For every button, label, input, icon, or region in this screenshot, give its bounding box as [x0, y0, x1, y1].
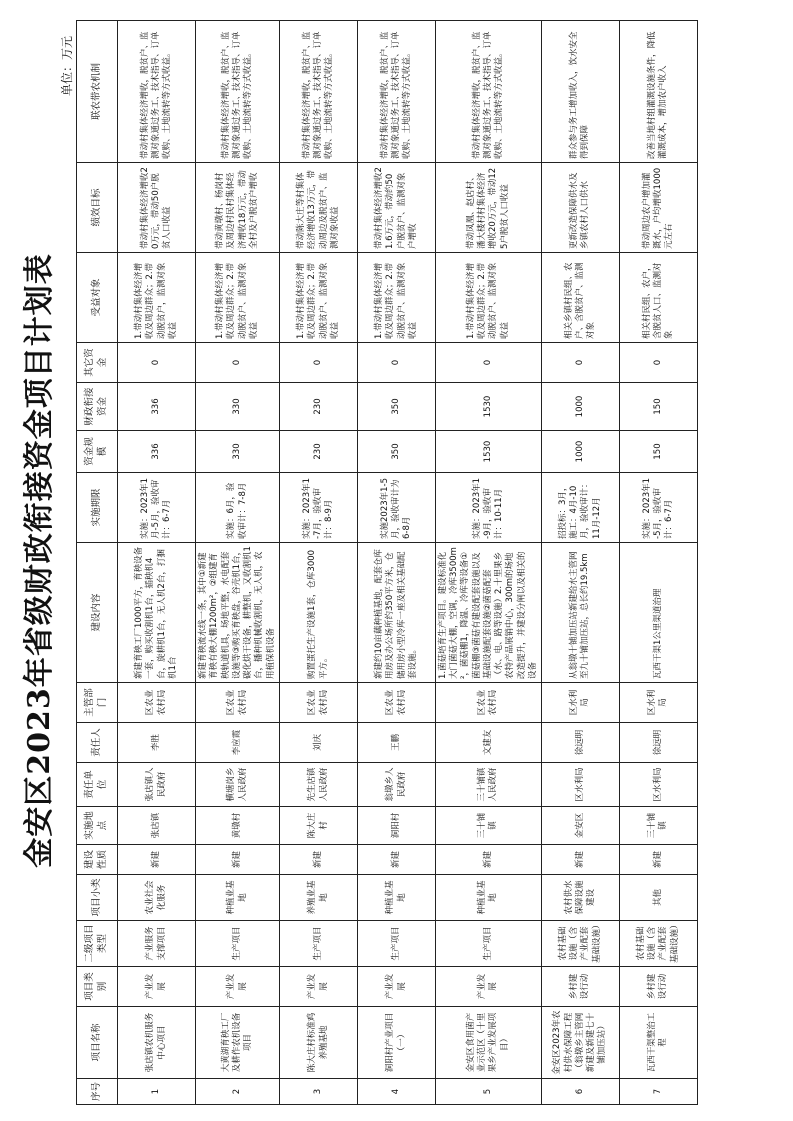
schedule: 实施：2023年1月-5月，验收审计：6-7月	[118, 473, 196, 543]
fund-total: 350	[358, 431, 436, 473]
fiscal-fund: 336	[118, 383, 196, 431]
construction-content: 从翁墩十铺加压站新建给水主管网至九十铺加压站，总长约19.5km	[541, 543, 619, 683]
beneficiaries: 1.带动村集体经济增收及周边群众；2.带动脱贫户、监测对象收益	[280, 253, 358, 343]
header-cell: 受益对象	[77, 253, 118, 343]
header-cell: 实施地点	[77, 807, 118, 845]
secondary-type: 生产项目	[358, 921, 436, 967]
responsible-unit: 翁墩乡人民政府	[358, 763, 436, 807]
beneficiaries: 1.带动村集体经济增收及周边群众；2.带动脱贫户，监测对象收益	[118, 253, 196, 343]
unit-label: 单位：万元	[60, 36, 74, 97]
project-subclass: 养殖业基地	[280, 875, 358, 921]
schedule: 实施：6月，验收审计：7-8月	[196, 473, 280, 543]
location: 三十铺镇	[619, 807, 697, 845]
table-row	[280, 21, 358, 1105]
construction-content: 新建育秧工厂1000平方，育秧设备一套，购买收割机1台，插秧机4台，旋耕机1台，无人机2台，打捆机1台	[118, 543, 196, 683]
responsible-person: 文建友	[436, 723, 542, 763]
row-index: 1	[118, 1079, 196, 1105]
responsible-person: 李胜	[118, 723, 196, 763]
fund-total: 336	[118, 431, 196, 473]
performance-goal: 带动陈大庄等村集体经济增收13万元，带动周边及脱贫户、监测对象收益	[280, 163, 358, 253]
table-row	[358, 21, 436, 1105]
responsible-person: 徐远明	[541, 723, 619, 763]
beneficiaries: 相关村民组、农户，含脱贫人口、监测对象	[619, 253, 697, 343]
header-cell: 财政衔接资金	[77, 383, 118, 431]
row-index: 5	[436, 1079, 542, 1105]
responsible-unit: 张店镇人民政府	[118, 763, 196, 807]
project-name: 金安区2023年农村供水保障工程（翁墩乡主管网新建及新建七十铺加压站）	[541, 1007, 619, 1079]
schedule: 实施：2023年1-7月，验收审计：8-9月	[280, 473, 358, 543]
table-row	[118, 21, 196, 1105]
project-subclass: 其他	[619, 875, 697, 921]
other-fund: 0	[196, 343, 280, 383]
other-fund: 0	[619, 343, 697, 383]
construction-content: 购置蛋托生产设施1套，仓库3000平方。	[280, 543, 358, 683]
schedule: 招投标：3月，施工：4月-10月，验收审计：11月-12月	[541, 473, 619, 543]
performance-goal: 带动村集体经济增收21.6万元，带动约50户脱贫户、监测对象户增收	[358, 163, 436, 253]
responsible-person: 徐远明	[619, 723, 697, 763]
linkage-mechanism: 改善当地村组灌溉设施条件，降低灌溉成本，增加农户收入	[619, 21, 697, 163]
responsible-person: 王鹏	[358, 723, 436, 763]
beneficiaries: 1.带动村集体经济增收及周边群众；2.带动脱贫户、监测对象收益	[358, 253, 436, 343]
project-name: 金安区食用菌产业示范区（十里果乡产业发展项目）	[436, 1007, 542, 1079]
fund-total: 230	[280, 431, 358, 473]
fiscal-fund: 1000	[541, 383, 619, 431]
fiscal-fund: 350	[358, 383, 436, 431]
department: 区农业农村局	[196, 683, 280, 723]
project-category: 产业发展	[436, 967, 542, 1007]
schedule: 实施：2023年1-5月，验收审计：6-7月	[619, 473, 697, 543]
fund-total: 1530	[436, 431, 542, 473]
header-row	[77, 21, 118, 1105]
header-cell: 其它资金	[77, 343, 118, 383]
secondary-type: 生产项目	[280, 921, 358, 967]
project-name: 张店镇农机服务中心项目	[118, 1007, 196, 1079]
beneficiaries: 1.带动村集体经济增收及周边群众；2.带动脱贫户、监测对象收益	[436, 253, 542, 343]
linkage-mechanism: 群众参与务工增加收入，饮水安全得到保障	[541, 21, 619, 163]
secondary-type: 农村基础设施（含产业配套基础设施）	[619, 921, 697, 967]
header-cell: 联农带农机制	[77, 21, 118, 163]
construction-nature: 新建	[358, 845, 436, 875]
project-plan-table	[76, 20, 698, 1105]
header-cell: 建设性质	[77, 845, 118, 875]
row-index: 7	[619, 1079, 697, 1105]
header-cell: 建设内容	[77, 543, 118, 683]
linkage-mechanism: 带动村集体经济增收，脱贫户、监测对象通过务工、技术指导、订单收购、土地流转等方式收益。	[196, 21, 280, 163]
row-index: 2	[196, 1079, 280, 1105]
responsible-unit: 区水利局	[541, 763, 619, 807]
beneficiaries: 1.带动村集体经济增收及周边群众；2.带动脱贫户、监测对象收益	[196, 253, 280, 343]
project-subclass: 种植业基地	[358, 875, 436, 921]
responsible-person: 刘庆	[280, 723, 358, 763]
project-subclass: 农业社会化服务	[118, 875, 196, 921]
secondary-type: 生产项目	[196, 921, 280, 967]
other-fund: 0	[436, 343, 542, 383]
fiscal-fund: 1530	[436, 383, 542, 431]
fiscal-fund: 230	[280, 383, 358, 431]
table-row	[196, 21, 280, 1105]
performance-goal: 带动周边农户增加灌溉水，户均增收1000元左右	[619, 163, 697, 253]
project-category: 乡村建设行动	[541, 967, 619, 1007]
header-cell: 项目类别	[77, 967, 118, 1007]
project-name: 陈大庄村标准鸡养殖基地	[280, 1007, 358, 1079]
project-subclass: 种植业基地	[196, 875, 280, 921]
other-fund: 0	[541, 343, 619, 383]
schedule: 实施：2023年1-9月，验收审计：10-11月	[436, 473, 542, 543]
construction-nature: 新建	[118, 845, 196, 875]
responsible-unit: 横塘岗乡人民政府	[196, 763, 280, 807]
department: 区水利局	[619, 683, 697, 723]
project-subclass: 农村供水保障设施建设	[541, 875, 619, 921]
row-index: 6	[541, 1079, 619, 1105]
department: 区农业农村局	[280, 683, 358, 723]
responsible-unit: 先生店镇人民政府	[280, 763, 358, 807]
linkage-mechanism: 带动村集体经济增收，脱贫户、监测对象通过务工、技术指导、订单收购、土地流转等方式收益。	[358, 21, 436, 163]
performance-goal: 带动村集体经济增收20万元，带动50户脱贫人口收益	[118, 163, 196, 253]
department: 区农业农村局	[436, 683, 542, 723]
location: 张店镇	[118, 807, 196, 845]
construction-content: 1.菌菇培育生产项目。建设标准化大门菌菇大棚，空调，冷库3500m²，菌菇棚1，降温、冷库等设备①菌菇棚③菌菇有建设配套设施以及基础设施配套设施②菌菇配套（水、电、路等设施）2.十里果乡农特产品展销中心，300m的场地改造提升，并建设分闸以及相关的设备	[436, 543, 542, 683]
document-title: 金安区2023年省级财政衔接资金项目计划表	[22, 253, 57, 868]
project-name: 洞阳村产业项目（一）	[358, 1007, 436, 1079]
secondary-type: 产业服务支撑项目	[118, 921, 196, 967]
header-cell: 责任单位	[77, 763, 118, 807]
header-cell: 二级项目类型	[77, 921, 118, 967]
construction-nature: 新建	[619, 845, 697, 875]
header-cell: 资金规模	[77, 431, 118, 473]
header-cell: 实施期限	[77, 473, 118, 543]
department: 区农业农村局	[358, 683, 436, 723]
location: 金安区	[541, 807, 619, 845]
project-name: 瓦西干渠整治工程	[619, 1007, 697, 1079]
row-index: 4	[358, 1079, 436, 1105]
secondary-type: 农村基础设施（含产业配套基础设施）	[541, 921, 619, 967]
other-fund: 0	[280, 343, 358, 383]
construction-nature: 新建	[280, 845, 358, 875]
construction-content: 新建育秧流水线一条，其中①新建育秧有秧大棚1200m²，②组建育秧轨道机具，场地平整，水电配套设施等③购买育秧盘，谷壳机1台，碳化烘干设备，耕整机，又收割机1台，播种机械收割机，无人机，农用植保机设备	[196, 543, 280, 683]
project-category: 产业发展	[280, 967, 358, 1007]
table-row	[619, 21, 697, 1105]
responsible-unit: 区水利局	[619, 763, 697, 807]
linkage-mechanism: 带动村集体经济增收，脱贫户、监测对象通过务工、技术指导、订单收购、土地流转等方式收益。	[436, 21, 542, 163]
construction-nature: 新建	[196, 845, 280, 875]
fund-total: 150	[619, 431, 697, 473]
construction-content: 新建约10亩藕种植基地，配套仓库用房及办公场所约350平方米，仓储用房小型冷库一座及相关基础配套设施。	[358, 543, 436, 683]
location: 黄墩村	[196, 807, 280, 845]
header-cell: 项目小类	[77, 875, 118, 921]
project-subclass: 种植业基地	[436, 875, 542, 921]
fiscal-fund: 150	[619, 383, 697, 431]
project-category: 产业发展	[196, 967, 280, 1007]
header-cell: 责任人	[77, 723, 118, 763]
project-category: 乡村建设行动	[619, 967, 697, 1007]
responsible-unit: 三十铺镇人民政府	[436, 763, 542, 807]
header-cell: 绩效目标	[77, 163, 118, 253]
schedule: 实施2023年1-5月，验收审计为6-8月	[358, 473, 436, 543]
header-cell: 项目名称	[77, 1007, 118, 1079]
construction-nature: 新建	[541, 845, 619, 875]
fund-total: 330	[196, 431, 280, 473]
location: 陈大庄村	[280, 807, 358, 845]
row-index: 3	[280, 1079, 358, 1105]
beneficiaries: 相关乡镇村民组、农户、含脱贫户、监测对象	[541, 253, 619, 343]
performance-goal: 带动凤凰、赵店村、潘大楼村村集体经济增收20万元，带动125户脱贫人口收益	[436, 163, 542, 253]
table-row	[436, 21, 542, 1105]
project-category: 产业发展	[358, 967, 436, 1007]
header-cell: 序号	[77, 1079, 118, 1105]
construction-nature: 新建	[436, 845, 542, 875]
fiscal-fund: 330	[196, 383, 280, 431]
department: 区水利局	[541, 683, 619, 723]
project-name: 大黄湖育秧工厂及耕作农机设备项目	[196, 1007, 280, 1079]
table-row	[541, 21, 619, 1105]
other-fund: 0	[118, 343, 196, 383]
other-fund: 0	[358, 343, 436, 383]
location: 洞阳村	[358, 807, 436, 845]
performance-goal: 更新改造保障供水及乡镇农村人口供水	[541, 163, 619, 253]
department: 区农业农村局	[118, 683, 196, 723]
secondary-type: 生产项目	[436, 921, 542, 967]
location: 三十铺镇	[436, 807, 542, 845]
linkage-mechanism: 带动村集体经济增收，脱贫户、监测对象通过务工、技术指导、订单收购、土地流转等方式收益。	[118, 21, 196, 163]
project-category: 产业发展	[118, 967, 196, 1007]
responsible-person: 李应霞	[196, 723, 280, 763]
fund-total: 1000	[541, 431, 619, 473]
header-cell: 主管部门	[77, 683, 118, 723]
linkage-mechanism: 带动村集体经济增收，脱贫户、监测对象通过务工、技术指导、订单收购、土地流转等方式收益。	[280, 21, 358, 163]
performance-goal: 带动黄墩村、杨岗村及周边村民村集体经济增收18万元，带动全村及户脱贫户增收	[196, 163, 280, 253]
construction-content: 瓦西干渠1公里渠道治理	[619, 543, 697, 683]
